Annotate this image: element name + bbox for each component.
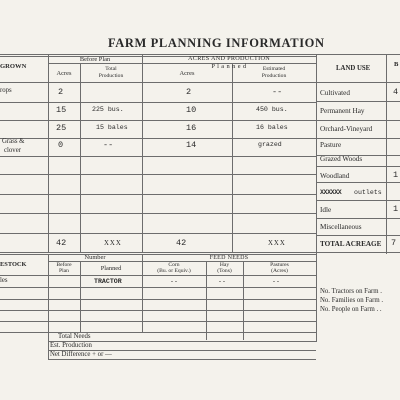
col-corn-2: (Bu. or Equiv.): [157, 268, 191, 274]
rule-header-bottom: [0, 82, 400, 83]
col-pastures: Pastures: [270, 262, 289, 268]
crop-name: rops: [0, 87, 12, 94]
total-before-acres: 42: [56, 238, 67, 248]
group-before-plan: Before Plan: [79, 56, 111, 63]
rule-v-planned: [142, 54, 143, 253]
group-acres-production: ACRES AND PRODUCTION: [188, 55, 270, 62]
crop-row-rule: [0, 102, 316, 103]
estimated-production: 450 bus.: [256, 106, 288, 113]
col-estimated-production-2: Production: [261, 73, 287, 79]
col-before-total-production: Total: [105, 66, 117, 72]
land-use-header: LAND USE: [336, 65, 371, 72]
col-planned: Planned: [100, 265, 122, 272]
land-use-label: Woodland: [320, 172, 350, 180]
livestock-row-rule: [0, 332, 316, 333]
land-row-rule: [316, 101, 400, 102]
crop-name: Grass &: [2, 138, 25, 145]
land-use-label: Orchard-Vineyard: [320, 125, 373, 133]
col-before-acres: Acres: [56, 70, 72, 77]
land-use-label: Idle: [320, 206, 332, 214]
col-hay: Hay: [219, 262, 230, 268]
crop-row-rule: [0, 194, 316, 195]
planned-acres: 2: [186, 87, 192, 97]
col-pastures-2: (Acres): [271, 268, 288, 274]
group-feed-needs: FEED NEEDS: [209, 255, 249, 261]
estimated-production: --: [272, 87, 283, 97]
summary-total-needs: Total Needs: [58, 333, 91, 340]
before-production: --: [103, 140, 114, 150]
land-use-label: Permanent Hay: [320, 107, 365, 115]
land-use-value: 1: [393, 170, 399, 180]
livestock-row-rule: [0, 321, 316, 322]
livestock-planned: TRACTOR: [94, 278, 122, 285]
land-use-label: Cultivated: [320, 89, 350, 97]
col-crops-grown: GROWN: [0, 63, 27, 70]
group-number: Number: [84, 254, 106, 261]
planned-acres: 16: [186, 123, 197, 133]
estimated-production: 16 bales: [256, 124, 288, 131]
land-row-rule: [316, 166, 400, 167]
land-use-header-right: B: [394, 61, 399, 68]
land-use-label: Grazed Woods: [320, 155, 363, 163]
col-before-plan-2: Plan: [59, 268, 69, 274]
families-count: No. Families on Farm .: [320, 297, 384, 304]
land-use-total-label: TOTAL ACREAGE: [320, 240, 382, 248]
planned-acres: 10: [186, 105, 197, 115]
land-use-value: 4: [393, 87, 399, 97]
summary-est-production: Est. Production: [50, 342, 92, 349]
form-title: FARM PLANNING INFORMATION: [108, 36, 325, 50]
before-acres: 2: [58, 87, 64, 97]
people-count: No. People on Farm . .: [320, 306, 382, 313]
total-planned-acres: 42: [176, 238, 187, 248]
rule-v-planned-acres: [232, 63, 233, 253]
land-use-label: Miscellaneous: [320, 223, 362, 231]
land-row-rule: [316, 120, 400, 121]
col-before-plan: Before: [56, 262, 72, 268]
rule-v-crop: [48, 54, 49, 253]
livestock-hay: --: [218, 278, 226, 285]
group-planned: P l a n n e d: [211, 63, 247, 70]
before-acres: 25: [56, 123, 67, 133]
before-acres: 0: [58, 140, 64, 150]
rule-v-land-use: [316, 54, 317, 254]
crop-row-rule: [0, 120, 316, 121]
rule-v-lower-right: [316, 254, 317, 342]
livestock-kind: les: [0, 277, 8, 284]
crop-row-rule: [0, 213, 316, 214]
livestock-pastures: --: [272, 278, 280, 285]
total-before-production: XXX: [104, 240, 122, 247]
rule-v-before-acres: [80, 63, 81, 253]
land-use-label: Pasture: [320, 141, 342, 149]
rule-lower-header: [0, 275, 316, 276]
planned-acres: 14: [186, 140, 197, 150]
livestock-row-rule: [0, 299, 316, 300]
col-before-total-production-2: Production: [98, 73, 124, 79]
land-use-struck-label: XXXXXX: [320, 189, 342, 196]
col-corn: Corn: [168, 262, 180, 268]
crop-row-rule: [0, 138, 316, 139]
crop-row-rule: [0, 174, 316, 175]
crop-row-rule: [0, 233, 316, 234]
crop-name-2: clover: [4, 147, 21, 154]
total-estimated-production: XXX: [268, 240, 286, 247]
livestock-corn: --: [170, 278, 178, 285]
land-use-added-label: outlets: [354, 189, 382, 196]
land-row-rule: [316, 182, 400, 183]
before-production: 225 bus.: [92, 106, 124, 113]
land-row-rule: [316, 235, 400, 236]
livestock-row-rule: [0, 310, 316, 311]
col-planned-acres: Acres: [179, 70, 195, 77]
crop-row-rule: [0, 156, 316, 157]
rule-v-land-value: [386, 54, 387, 254]
summary-net-difference: Net Difference + or —: [50, 351, 112, 358]
tractors-count: No. Tractors on Farm .: [320, 288, 382, 295]
land-row-rule: [316, 138, 400, 139]
land-row-rule: [316, 200, 400, 201]
col-livestock: ESTOCK: [0, 261, 27, 268]
col-hay-2: (Tons): [217, 268, 232, 274]
before-acres: 15: [56, 105, 67, 115]
col-estimated-production: Estimated: [262, 66, 286, 72]
livestock-row-rule: [0, 287, 316, 288]
estimated-production: grazed: [258, 141, 282, 148]
land-use-total-value: 7: [391, 238, 397, 248]
summary-row-rule: [48, 359, 316, 360]
land-row-rule: [316, 218, 400, 219]
before-production: 15 bales: [96, 124, 128, 131]
land-use-value: 1: [393, 204, 399, 214]
